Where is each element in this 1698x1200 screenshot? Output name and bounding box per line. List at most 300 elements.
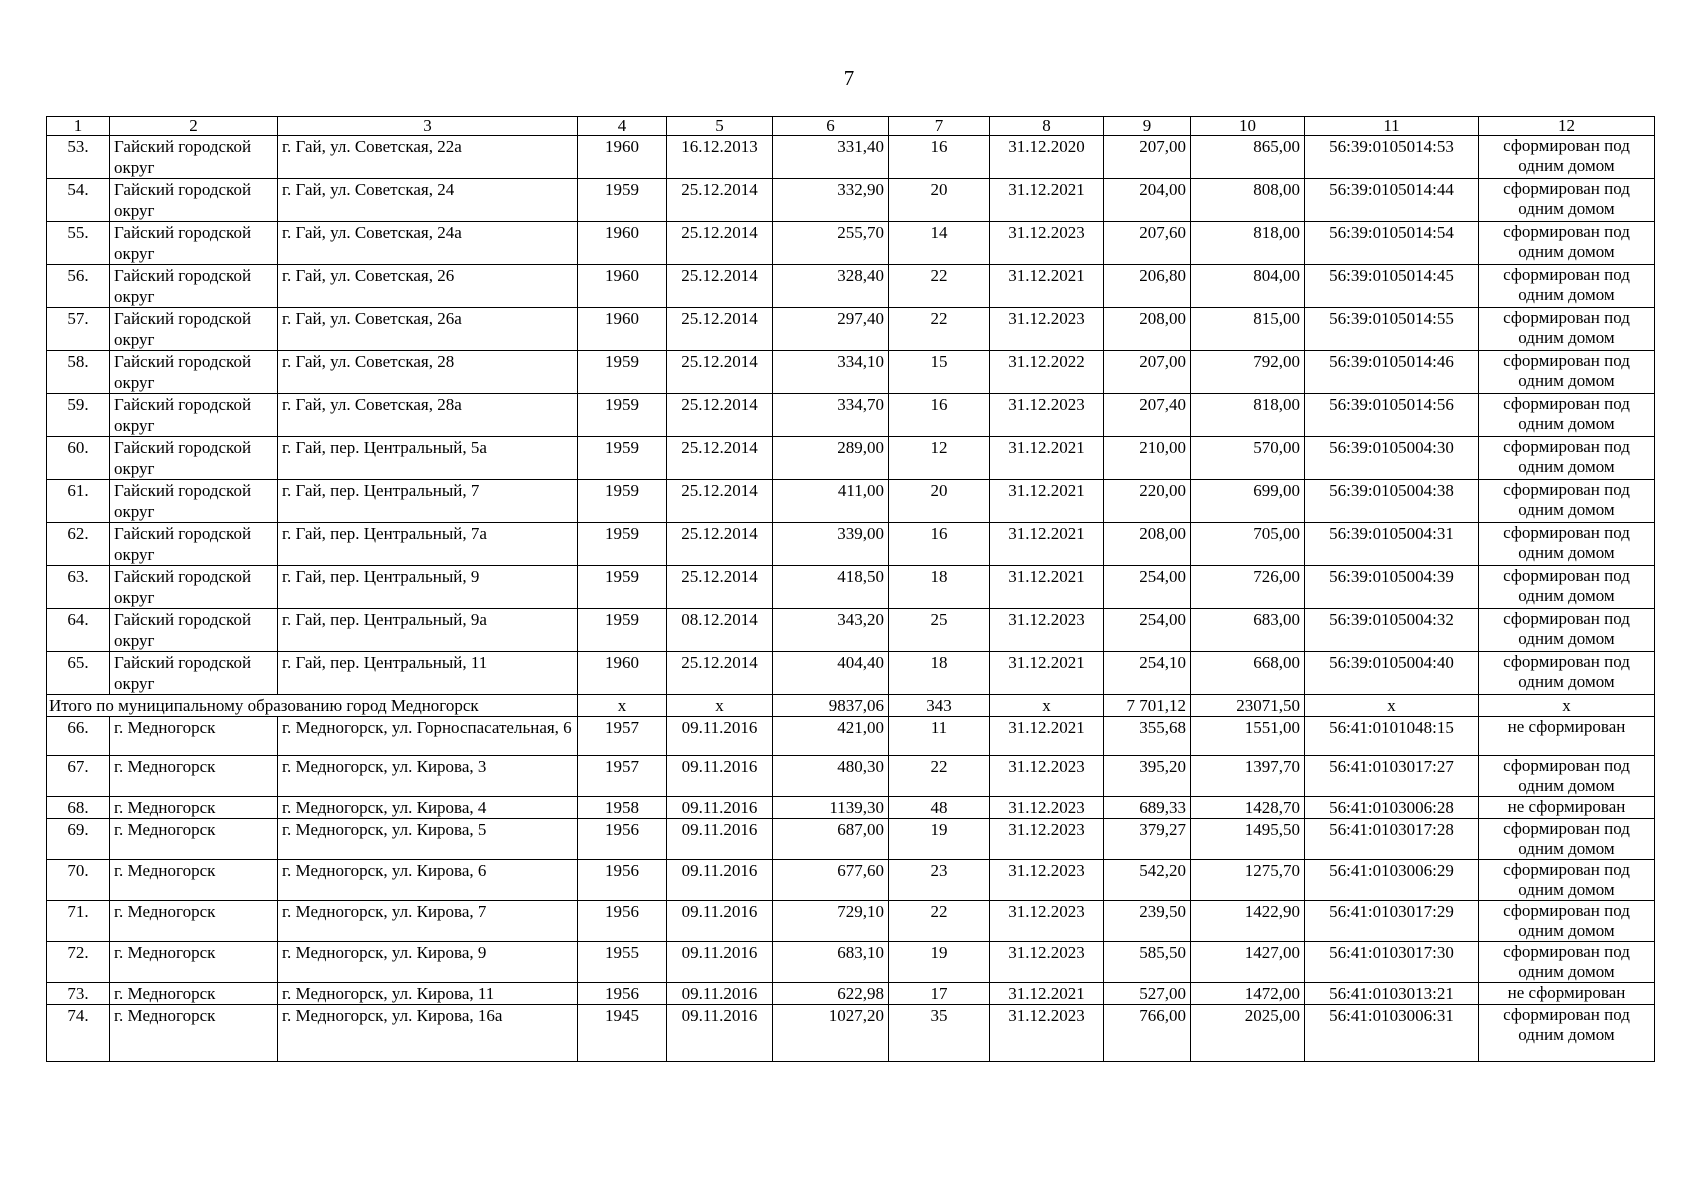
year-built-cell: 1959 [578, 609, 667, 652]
cadastral-number-cell: 56:39:0105004:38 [1305, 480, 1479, 523]
residents-count-cell: 16 [889, 523, 990, 566]
resettlement-date-cell: 31.12.2022 [990, 351, 1104, 394]
land-status-cell: сформирован под одним домом [1479, 523, 1655, 566]
recognition-date-cell: 25.12.2014 [667, 652, 773, 695]
municipality-cell: Гайский городской округ [110, 566, 278, 609]
land-status-cell: сформирован под одним домом [1479, 942, 1655, 983]
year-built-cell: 1956 [578, 983, 667, 1005]
residents-count-cell: 20 [889, 480, 990, 523]
address-cell: г. Гай, пер. Центральный, 7 [278, 480, 578, 523]
row-number-cell: 62. [47, 523, 110, 566]
recognition-date-cell: 08.12.2014 [667, 609, 773, 652]
cadastral-number-cell: 56:39:0105014:45 [1305, 265, 1479, 308]
land-status-cell: сформирован под одним домом [1479, 566, 1655, 609]
land-value-cell: 527,00 [1104, 983, 1191, 1005]
year-built-cell: 1960 [578, 308, 667, 351]
resettlement-date-cell: 31.12.2021 [990, 437, 1104, 480]
municipality-cell: г. Медногорск [110, 901, 278, 942]
cadastral-number-cell: 56:39:0105014:54 [1305, 222, 1479, 265]
area-cell: 334,10 [773, 351, 889, 394]
land-value-cell: 689,33 [1104, 797, 1191, 819]
residents-count-cell: 22 [889, 756, 990, 797]
total-value-cell: x [990, 695, 1104, 717]
table-row [47, 394, 1655, 437]
column-number: 8 [990, 117, 1104, 136]
land-status-cell: сформирован под одним домом [1479, 351, 1655, 394]
recognition-date-cell: 25.12.2014 [667, 480, 773, 523]
land-area-cell: 808,00 [1191, 179, 1305, 222]
land-area-cell: 804,00 [1191, 265, 1305, 308]
table-row [47, 942, 1655, 983]
cadastral-number-cell: 56:41:0103017:30 [1305, 942, 1479, 983]
land-area-cell: 726,00 [1191, 566, 1305, 609]
address-cell: г. Гай, ул. Советская, 24а [278, 222, 578, 265]
column-number: 10 [1191, 117, 1305, 136]
land-status-cell: сформирован под одним домом [1479, 437, 1655, 480]
table-row [47, 351, 1655, 394]
residents-count-cell: 15 [889, 351, 990, 394]
cadastral-number-cell: 56:39:0105004:31 [1305, 523, 1479, 566]
recognition-date-cell: 09.11.2016 [667, 983, 773, 1005]
recognition-date-cell: 16.12.2013 [667, 136, 773, 179]
area-cell: 339,00 [773, 523, 889, 566]
address-cell: г. Гай, пер. Центральный, 7а [278, 523, 578, 566]
municipality-cell: Гайский городской округ [110, 265, 278, 308]
column-number: 1 [47, 117, 110, 136]
total-label: Итого по муниципальному образованию город Медногорск [47, 695, 578, 717]
table-body [47, 117, 1655, 1062]
year-built-cell: 1959 [578, 480, 667, 523]
residents-count-cell: 22 [889, 901, 990, 942]
total-value-cell: 7 701,12 [1104, 695, 1191, 717]
area-cell: 411,00 [773, 480, 889, 523]
row-number-cell: 71. [47, 901, 110, 942]
municipality-cell: Гайский городской округ [110, 437, 278, 480]
area-cell: 480,30 [773, 756, 889, 797]
table-row [47, 756, 1655, 797]
table-row [47, 566, 1655, 609]
land-value-cell: 204,00 [1104, 179, 1191, 222]
recognition-date-cell: 25.12.2014 [667, 523, 773, 566]
resettlement-date-cell: 31.12.2023 [990, 860, 1104, 901]
land-area-cell: 1495,50 [1191, 819, 1305, 860]
land-area-cell: 1427,00 [1191, 942, 1305, 983]
resettlement-date-cell: 31.12.2021 [990, 566, 1104, 609]
area-cell: 331,40 [773, 136, 889, 179]
area-cell: 297,40 [773, 308, 889, 351]
land-value-cell: 395,20 [1104, 756, 1191, 797]
row-number-cell: 67. [47, 756, 110, 797]
total-value-cell: x [1479, 695, 1655, 717]
recognition-date-cell: 09.11.2016 [667, 1005, 773, 1062]
address-cell: г. Гай, ул. Советская, 26а [278, 308, 578, 351]
area-cell: 1027,20 [773, 1005, 889, 1062]
land-status-cell: сформирован под одним домом [1479, 860, 1655, 901]
municipality-cell: Гайский городской округ [110, 179, 278, 222]
column-number-row [47, 117, 1655, 136]
table-row [47, 819, 1655, 860]
resettlement-date-cell: 31.12.2023 [990, 394, 1104, 437]
address-cell: г. Гай, ул. Советская, 22а [278, 136, 578, 179]
row-number-cell: 57. [47, 308, 110, 351]
address-cell: г. Медногорск, ул. Кирова, 3 [278, 756, 578, 797]
year-built-cell: 1959 [578, 394, 667, 437]
total-value-cell: 9837,06 [773, 695, 889, 717]
municipality-cell: г. Медногорск [110, 717, 278, 756]
municipality-cell: Гайский городской округ [110, 351, 278, 394]
table-row [47, 136, 1655, 179]
land-status-cell: сформирован под одним домом [1479, 819, 1655, 860]
municipality-cell: г. Медногорск [110, 1005, 278, 1062]
row-number-cell: 70. [47, 860, 110, 901]
address-cell: г. Гай, ул. Советская, 28 [278, 351, 578, 394]
resettlement-date-cell: 31.12.2020 [990, 136, 1104, 179]
row-number-cell: 59. [47, 394, 110, 437]
area-cell: 729,10 [773, 901, 889, 942]
resettlement-date-cell: 31.12.2023 [990, 756, 1104, 797]
table-row [47, 717, 1655, 756]
municipality-cell: г. Медногорск [110, 942, 278, 983]
resettlement-date-cell: 31.12.2023 [990, 901, 1104, 942]
total-value-cell: x [1305, 695, 1479, 717]
address-cell: г. Гай, пер. Центральный, 9а [278, 609, 578, 652]
resettlement-date-cell: 31.12.2023 [990, 797, 1104, 819]
land-area-cell: 683,00 [1191, 609, 1305, 652]
year-built-cell: 1955 [578, 942, 667, 983]
column-number: 6 [773, 117, 889, 136]
residents-count-cell: 19 [889, 819, 990, 860]
land-value-cell: 208,00 [1104, 308, 1191, 351]
recognition-date-cell: 09.11.2016 [667, 819, 773, 860]
municipality-cell: Гайский городской округ [110, 480, 278, 523]
area-cell: 683,10 [773, 942, 889, 983]
land-status-cell: не сформирован [1479, 797, 1655, 819]
land-value-cell: 766,00 [1104, 1005, 1191, 1062]
row-number-cell: 53. [47, 136, 110, 179]
table-row [47, 179, 1655, 222]
year-built-cell: 1960 [578, 265, 667, 308]
land-status-cell: не сформирован [1479, 717, 1655, 756]
row-number-cell: 55. [47, 222, 110, 265]
resettlement-date-cell: 31.12.2023 [990, 942, 1104, 983]
address-cell: г. Медногорск, ул. Кирова, 4 [278, 797, 578, 819]
resettlement-date-cell: 31.12.2021 [990, 983, 1104, 1005]
row-number-cell: 54. [47, 179, 110, 222]
recognition-date-cell: 25.12.2014 [667, 566, 773, 609]
resettlement-date-cell: 31.12.2023 [990, 819, 1104, 860]
row-number-cell: 66. [47, 717, 110, 756]
address-cell: г. Медногорск, ул. Кирова, 7 [278, 901, 578, 942]
total-value-cell: 23071,50 [1191, 695, 1305, 717]
land-value-cell: 355,68 [1104, 717, 1191, 756]
land-value-cell: 210,00 [1104, 437, 1191, 480]
cadastral-number-cell: 56:41:0101048:15 [1305, 717, 1479, 756]
row-number-cell: 68. [47, 797, 110, 819]
residents-count-cell: 14 [889, 222, 990, 265]
residents-count-cell: 18 [889, 566, 990, 609]
land-value-cell: 254,00 [1104, 566, 1191, 609]
resettlement-date-cell: 31.12.2023 [990, 1005, 1104, 1062]
cadastral-number-cell: 56:41:0103006:29 [1305, 860, 1479, 901]
row-number-cell: 64. [47, 609, 110, 652]
year-built-cell: 1959 [578, 351, 667, 394]
land-value-cell: 207,60 [1104, 222, 1191, 265]
recognition-date-cell: 09.11.2016 [667, 756, 773, 797]
row-number-cell: 56. [47, 265, 110, 308]
land-area-cell: 1397,70 [1191, 756, 1305, 797]
residents-count-cell: 11 [889, 717, 990, 756]
column-number: 2 [110, 117, 278, 136]
table-row [47, 860, 1655, 901]
land-value-cell: 585,50 [1104, 942, 1191, 983]
land-value-cell: 207,00 [1104, 351, 1191, 394]
address-cell: г. Медногорск, ул. Кирова, 16а [278, 1005, 578, 1062]
land-status-cell: сформирован под одним домом [1479, 1005, 1655, 1062]
residents-count-cell: 17 [889, 983, 990, 1005]
year-built-cell: 1959 [578, 566, 667, 609]
recognition-date-cell: 09.11.2016 [667, 901, 773, 942]
address-cell: г. Медногорск, ул. Кирова, 9 [278, 942, 578, 983]
address-cell: г. Медногорск, ул. Кирова, 11 [278, 983, 578, 1005]
cadastral-number-cell: 56:39:0105004:40 [1305, 652, 1479, 695]
municipality-cell: Гайский городской округ [110, 222, 278, 265]
row-number-cell: 65. [47, 652, 110, 695]
cadastral-number-cell: 56:39:0105004:32 [1305, 609, 1479, 652]
residents-count-cell: 18 [889, 652, 990, 695]
cadastral-number-cell: 56:39:0105014:55 [1305, 308, 1479, 351]
residents-count-cell: 16 [889, 136, 990, 179]
municipality-cell: Гайский городской округ [110, 609, 278, 652]
row-number-cell: 61. [47, 480, 110, 523]
land-status-cell: сформирован под одним домом [1479, 394, 1655, 437]
area-cell: 289,00 [773, 437, 889, 480]
land-value-cell: 239,50 [1104, 901, 1191, 942]
year-built-cell: 1959 [578, 523, 667, 566]
municipality-cell: г. Медногорск [110, 797, 278, 819]
cadastral-number-cell: 56:39:0105004:39 [1305, 566, 1479, 609]
land-status-cell: сформирован под одним домом [1479, 265, 1655, 308]
table-row [47, 265, 1655, 308]
row-number-cell: 74. [47, 1005, 110, 1062]
land-value-cell: 254,00 [1104, 609, 1191, 652]
land-area-cell: 865,00 [1191, 136, 1305, 179]
column-number: 5 [667, 117, 773, 136]
resettlement-date-cell: 31.12.2023 [990, 609, 1104, 652]
area-cell: 343,20 [773, 609, 889, 652]
land-value-cell: 207,40 [1104, 394, 1191, 437]
year-built-cell: 1958 [578, 797, 667, 819]
resettlement-date-cell: 31.12.2021 [990, 523, 1104, 566]
land-value-cell: 206,80 [1104, 265, 1191, 308]
year-built-cell: 1959 [578, 437, 667, 480]
land-value-cell: 207,00 [1104, 136, 1191, 179]
land-area-cell: 1275,70 [1191, 860, 1305, 901]
resettlement-date-cell: 31.12.2023 [990, 222, 1104, 265]
column-number: 3 [278, 117, 578, 136]
municipality-cell: г. Медногорск [110, 756, 278, 797]
residents-count-cell: 19 [889, 942, 990, 983]
land-status-cell: сформирован под одним домом [1479, 652, 1655, 695]
land-area-cell: 705,00 [1191, 523, 1305, 566]
cadastral-number-cell: 56:39:0105014:46 [1305, 351, 1479, 394]
housing-registry-table [46, 116, 1655, 1062]
residents-count-cell: 23 [889, 860, 990, 901]
resettlement-date-cell: 31.12.2021 [990, 652, 1104, 695]
table-row [47, 437, 1655, 480]
land-value-cell: 254,10 [1104, 652, 1191, 695]
total-value-cell: x [667, 695, 773, 717]
area-cell: 255,70 [773, 222, 889, 265]
land-status-cell: сформирован под одним домом [1479, 136, 1655, 179]
address-cell: г. Гай, ул. Советская, 26 [278, 265, 578, 308]
row-number-cell: 73. [47, 983, 110, 1005]
municipality-cell: Гайский городской округ [110, 523, 278, 566]
residents-count-cell: 22 [889, 308, 990, 351]
address-cell: г. Гай, ул. Советская, 24 [278, 179, 578, 222]
table-row [47, 1005, 1655, 1062]
recognition-date-cell: 25.12.2014 [667, 222, 773, 265]
land-area-cell: 2025,00 [1191, 1005, 1305, 1062]
address-cell: г. Гай, пер. Центральный, 5а [278, 437, 578, 480]
area-cell: 418,50 [773, 566, 889, 609]
recognition-date-cell: 25.12.2014 [667, 394, 773, 437]
column-number: 12 [1479, 117, 1655, 136]
total-value-cell: x [578, 695, 667, 717]
cadastral-number-cell: 56:39:0105014:56 [1305, 394, 1479, 437]
area-cell: 622,98 [773, 983, 889, 1005]
address-cell: г. Медногорск, ул. Кирова, 5 [278, 819, 578, 860]
municipality-cell: г. Медногорск [110, 983, 278, 1005]
cadastral-number-cell: 56:39:0105014:53 [1305, 136, 1479, 179]
land-value-cell: 379,27 [1104, 819, 1191, 860]
land-area-cell: 792,00 [1191, 351, 1305, 394]
row-number-cell: 72. [47, 942, 110, 983]
cadastral-number-cell: 56:41:0103006:31 [1305, 1005, 1479, 1062]
recognition-date-cell: 25.12.2014 [667, 437, 773, 480]
recognition-date-cell: 25.12.2014 [667, 265, 773, 308]
land-status-cell: сформирован под одним домом [1479, 756, 1655, 797]
address-cell: г. Гай, пер. Центральный, 9 [278, 566, 578, 609]
year-built-cell: 1960 [578, 222, 667, 265]
table-row [47, 523, 1655, 566]
residents-count-cell: 25 [889, 609, 990, 652]
land-status-cell: сформирован под одним домом [1479, 222, 1655, 265]
address-cell: г. Гай, ул. Советская, 28а [278, 394, 578, 437]
cadastral-number-cell: 56:39:0105014:44 [1305, 179, 1479, 222]
column-number: 7 [889, 117, 990, 136]
area-cell: 332,90 [773, 179, 889, 222]
municipality-cell: г. Медногорск [110, 860, 278, 901]
cadastral-number-cell: 56:41:0103013:21 [1305, 983, 1479, 1005]
land-area-cell: 1422,90 [1191, 901, 1305, 942]
resettlement-date-cell: 31.12.2021 [990, 717, 1104, 756]
year-built-cell: 1957 [578, 717, 667, 756]
land-area-cell: 815,00 [1191, 308, 1305, 351]
total-value-cell: 343 [889, 695, 990, 717]
area-cell: 687,00 [773, 819, 889, 860]
cadastral-number-cell: 56:41:0103017:28 [1305, 819, 1479, 860]
residents-count-cell: 16 [889, 394, 990, 437]
resettlement-date-cell: 31.12.2021 [990, 265, 1104, 308]
area-cell: 404,40 [773, 652, 889, 695]
row-number-cell: 60. [47, 437, 110, 480]
land-status-cell: сформирован под одним домом [1479, 179, 1655, 222]
resettlement-date-cell: 31.12.2021 [990, 179, 1104, 222]
table-row [47, 901, 1655, 942]
land-status-cell: сформирован под одним домом [1479, 480, 1655, 523]
column-number: 4 [578, 117, 667, 136]
row-number-cell: 69. [47, 819, 110, 860]
land-area-cell: 570,00 [1191, 437, 1305, 480]
year-built-cell: 1956 [578, 901, 667, 942]
column-number: 9 [1104, 117, 1191, 136]
table-row [47, 652, 1655, 695]
address-cell: г. Медногорск, ул. Горноспасательная, 6 [278, 717, 578, 756]
resettlement-date-cell: 31.12.2021 [990, 480, 1104, 523]
area-cell: 677,60 [773, 860, 889, 901]
table-row [47, 609, 1655, 652]
recognition-date-cell: 09.11.2016 [667, 717, 773, 756]
recognition-date-cell: 09.11.2016 [667, 942, 773, 983]
area-cell: 421,00 [773, 717, 889, 756]
cadastral-number-cell: 56:41:0103006:28 [1305, 797, 1479, 819]
municipality-cell: Гайский городской округ [110, 394, 278, 437]
year-built-cell: 1960 [578, 136, 667, 179]
residents-count-cell: 35 [889, 1005, 990, 1062]
residents-count-cell: 22 [889, 265, 990, 308]
address-cell: г. Гай, пер. Центральный, 11 [278, 652, 578, 695]
land-status-cell: не сформирован [1479, 983, 1655, 1005]
residents-count-cell: 20 [889, 179, 990, 222]
column-number: 11 [1305, 117, 1479, 136]
year-built-cell: 1956 [578, 819, 667, 860]
municipality-cell: Гайский городской округ [110, 136, 278, 179]
year-built-cell: 1960 [578, 652, 667, 695]
recognition-date-cell: 09.11.2016 [667, 797, 773, 819]
land-area-cell: 1428,70 [1191, 797, 1305, 819]
land-status-cell: сформирован под одним домом [1479, 609, 1655, 652]
resettlement-date-cell: 31.12.2023 [990, 308, 1104, 351]
year-built-cell: 1959 [578, 179, 667, 222]
land-area-cell: 1472,00 [1191, 983, 1305, 1005]
recognition-date-cell: 25.12.2014 [667, 308, 773, 351]
recognition-date-cell: 09.11.2016 [667, 860, 773, 901]
table-row [47, 308, 1655, 351]
land-area-cell: 668,00 [1191, 652, 1305, 695]
land-status-cell: сформирован под одним домом [1479, 901, 1655, 942]
land-status-cell: сформирован под одним домом [1479, 308, 1655, 351]
recognition-date-cell: 25.12.2014 [667, 179, 773, 222]
cadastral-number-cell: 56:41:0103017:27 [1305, 756, 1479, 797]
page-number: 7 [843, 66, 855, 90]
table-row [47, 222, 1655, 265]
year-built-cell: 1956 [578, 860, 667, 901]
land-area-cell: 699,00 [1191, 480, 1305, 523]
area-cell: 334,70 [773, 394, 889, 437]
land-area-cell: 1551,00 [1191, 717, 1305, 756]
total-row [47, 695, 1655, 717]
land-value-cell: 208,00 [1104, 523, 1191, 566]
land-area-cell: 818,00 [1191, 222, 1305, 265]
cadastral-number-cell: 56:41:0103017:29 [1305, 901, 1479, 942]
area-cell: 328,40 [773, 265, 889, 308]
table-row [47, 797, 1655, 819]
residents-count-cell: 12 [889, 437, 990, 480]
year-built-cell: 1945 [578, 1005, 667, 1062]
municipality-cell: Гайский городской округ [110, 308, 278, 351]
table-row [47, 983, 1655, 1005]
municipality-cell: г. Медногорск [110, 819, 278, 860]
